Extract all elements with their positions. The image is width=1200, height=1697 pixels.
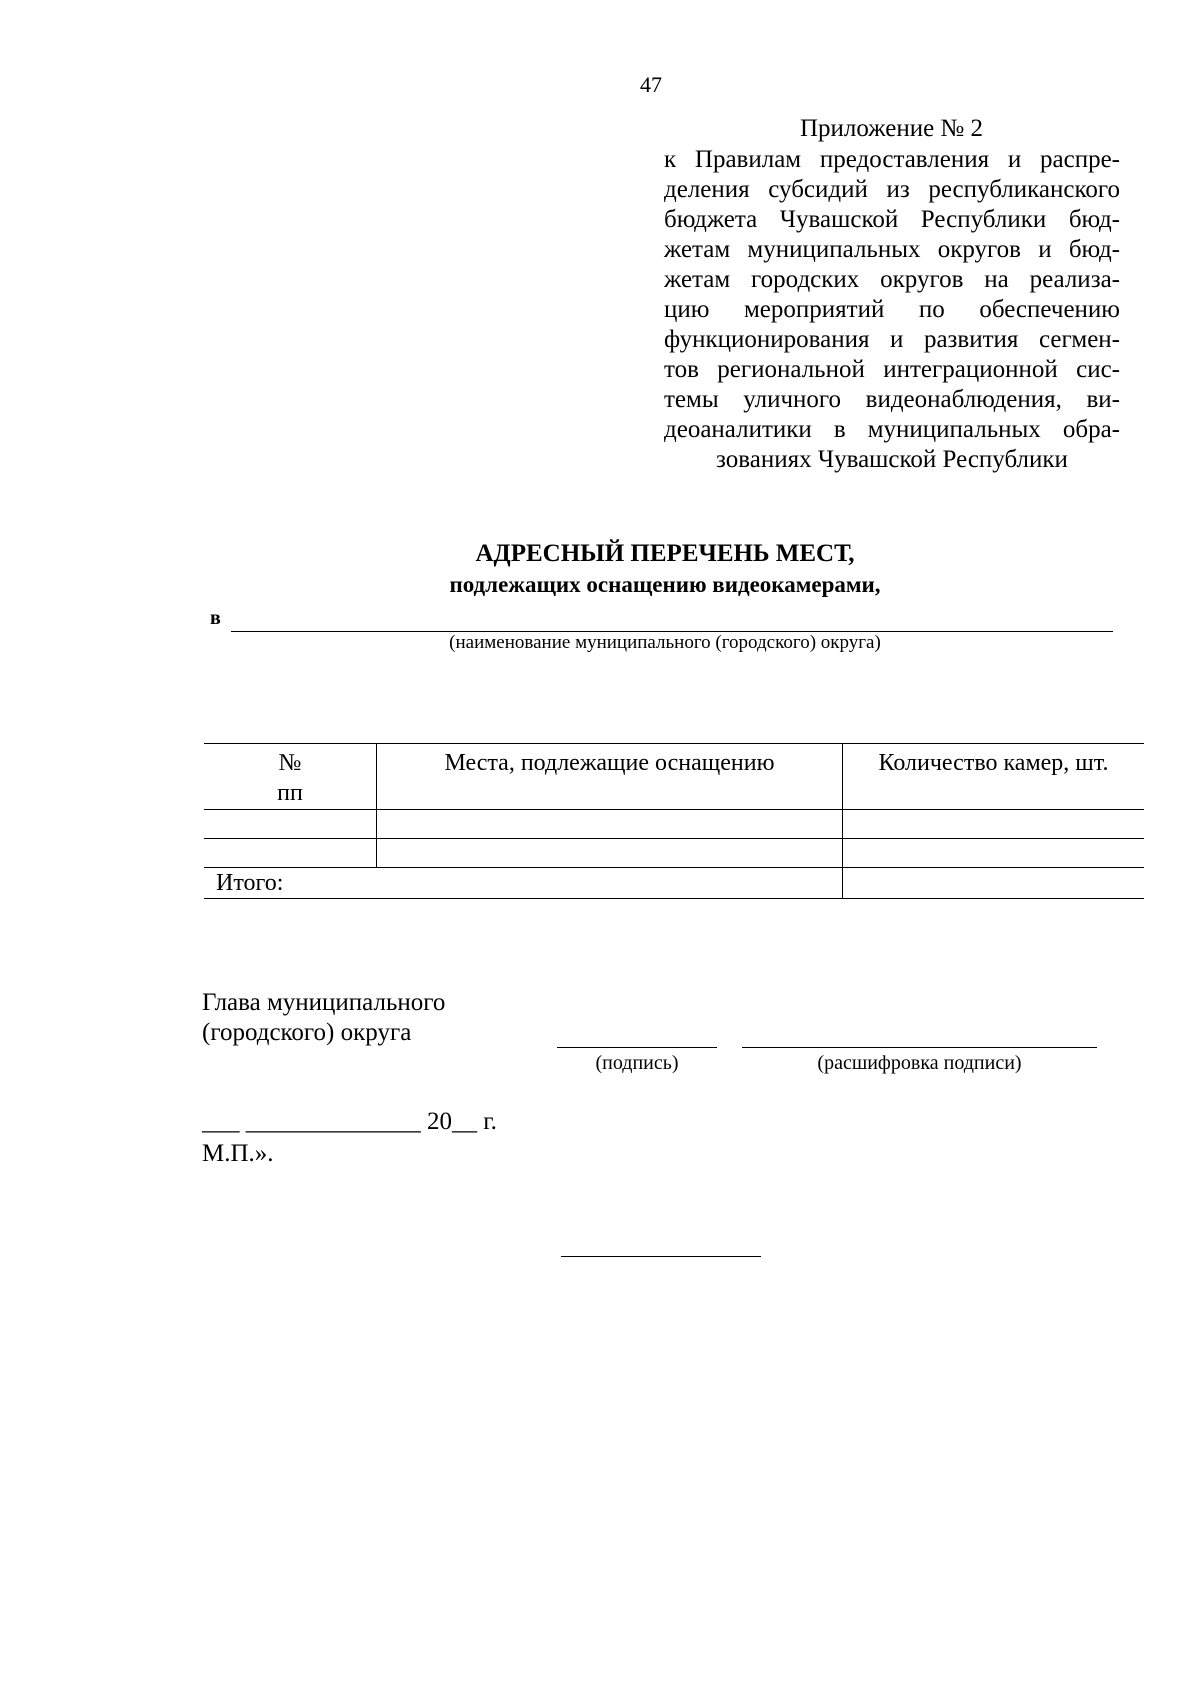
signature-decoding-caption: (расшифровка подписи)	[817, 1052, 1022, 1074]
appendix-line: деоаналитики в муниципальных обра-	[664, 416, 1120, 443]
table-cell	[843, 810, 1145, 839]
end-separator-line	[561, 1256, 761, 1257]
appendix-line: тов региональной интеграционной сис-	[664, 356, 1120, 383]
table-cell	[204, 839, 377, 868]
header-number-label: № пп	[277, 750, 303, 806]
municipality-caption: (наименование муниципального (городского) округа)	[449, 632, 881, 653]
table-cell	[843, 839, 1145, 868]
total-label: Итого:	[216, 870, 284, 896]
header-places-label: Места, подлежащие оснащению	[444, 750, 775, 776]
municipality-prefix: в	[210, 607, 221, 629]
table-row	[204, 839, 1144, 868]
date-line: ___ ______________ 20__ г.	[202, 1108, 497, 1135]
appendix-title: Приложение № 2	[800, 115, 984, 142]
table-cell	[377, 839, 843, 868]
table-header-row	[204, 744, 1144, 810]
appendix-line: жетам городских округов на реализа-	[664, 266, 1120, 293]
document-subtitle: подлежащих оснащению видеокамерами,	[449, 572, 881, 597]
header-camera-count	[843, 744, 1145, 810]
signature-decoding-line	[742, 1047, 1097, 1048]
appendix-text	[664, 145, 1120, 475]
appendix-line: жетам муниципальных округов и бюд-	[664, 236, 1120, 263]
appendix-line: темы уличного видеонаблюдения, ви-	[664, 386, 1120, 413]
places-table	[204, 743, 1144, 899]
table-total-row	[204, 868, 1144, 899]
appendix-line: цию мероприятий по обеспечению	[664, 296, 1120, 323]
signature-caption: (подпись)	[595, 1052, 679, 1074]
appendix-line: деления субсидий из республиканского	[664, 176, 1120, 203]
appendix-line: функционирования и развития сегмен-	[664, 326, 1120, 353]
signatory-title	[202, 988, 445, 1048]
header-camera-count-label: Количество камер, шт.	[878, 750, 1109, 776]
total-label-cell	[204, 868, 843, 899]
header-places	[377, 744, 843, 810]
table-cell	[377, 810, 843, 839]
total-value-cell	[843, 868, 1145, 899]
table-row	[204, 810, 1144, 839]
header-number	[204, 744, 377, 810]
appendix-line: бюджета Чувашской Республики бюд-	[664, 206, 1120, 233]
appendix-line: зованиях Чувашской Республики	[716, 446, 1068, 473]
signatory-title-line: Глава муниципального	[202, 989, 446, 1016]
appendix-line: к Правилам предоставления и распре-	[664, 146, 1120, 173]
signature-line	[557, 1047, 717, 1048]
page-number: 47	[640, 72, 662, 97]
signatory-title-line: (городского) округа	[202, 1019, 412, 1046]
document-title: АДРЕСНЫЙ ПЕРЕЧЕНЬ МЕСТ,	[475, 540, 855, 567]
table-cell	[204, 810, 377, 839]
stamp-label: М.П.».	[202, 1140, 274, 1167]
